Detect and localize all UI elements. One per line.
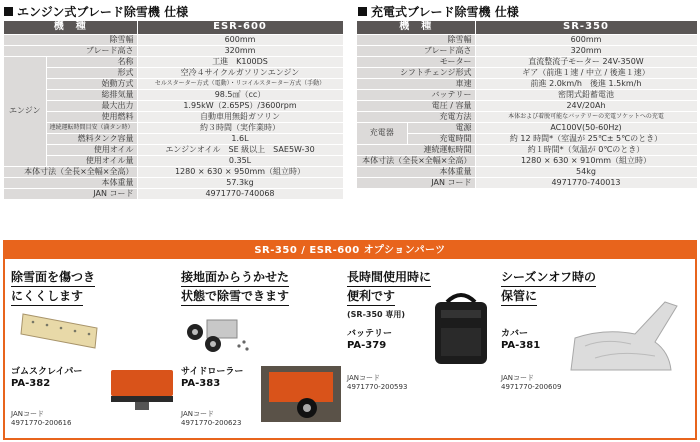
table-row: シフトチェンジ形式 ギア（前進１速 / 中立 / 後進１速） bbox=[357, 67, 697, 78]
table-row: 除雪幅 600mm bbox=[4, 34, 343, 45]
cover-image bbox=[565, 298, 681, 376]
table-header: 機 種 SR-350 bbox=[357, 21, 697, 34]
table-row: JAN コード 4971770-740013 bbox=[357, 177, 697, 188]
table-row: ブレード高さ 320mm bbox=[4, 45, 343, 56]
option-battery: 長時間使用時に 便利です (SR-350 専用) バッテリー PA-379 JANコード 4971770-200593 bbox=[347, 268, 495, 438]
battery-pack-image bbox=[429, 288, 493, 368]
table-row: 使用オイル エンジンオイル SE 級以上 SAE5W-30 bbox=[4, 144, 343, 155]
table-row: 燃料タンク容量 1.6L bbox=[4, 133, 343, 144]
table-row: 本体寸法（全長×全幅×全高） 1280 × 630 × 950mm（組立時） bbox=[4, 166, 343, 177]
table-row: 連続運転時間目安（満タン時） 約３時間（実作業時） bbox=[4, 122, 343, 133]
left-spec-table bbox=[4, 21, 344, 200]
square-bullet-icon bbox=[358, 7, 367, 16]
table-row: 本体重量 57.3kg bbox=[4, 177, 343, 188]
table-row: 車速 前進 2.0km/h 後進 1.5km/h bbox=[357, 78, 697, 89]
table-row: 電圧 / 容量 24V/20Ah bbox=[357, 100, 697, 111]
table-row: 始動方式 セルスターター方式（電動）・リコイルスターター方式（手動） bbox=[4, 78, 343, 89]
options-title: SR-350 / ESR-600 オプションパーツ bbox=[5, 242, 695, 259]
table-row: 除雪幅 600mm bbox=[357, 34, 697, 45]
option-rubber-scraper: 除雪面を傷つき にくくします ゴムスクレイパー PA-382 JANコード 4971770-200616 bbox=[11, 268, 176, 438]
table-row: 充電時間 約 12 時間*（室温が 25℃± 5℃のとき） bbox=[357, 133, 697, 144]
table-row: 形式 空冷４サイクルガソリンエンジン bbox=[4, 67, 343, 78]
table-row: JAN コード 4971770-740068 bbox=[4, 188, 343, 199]
right-spec-table bbox=[357, 21, 698, 189]
engine-group-label: エンジン bbox=[4, 56, 46, 166]
rubber-scraper-image bbox=[19, 308, 99, 354]
table-row: 使用オイル量 0.35L bbox=[4, 155, 343, 166]
table-row: 使用燃料 自動車用無鉛ガソリン bbox=[4, 111, 343, 122]
table-row: 充電方法 本体および着脱可能なバッテリーの充電ソケットへの充電 bbox=[357, 111, 697, 122]
table-row: 最大出力 1.95kW（2.65PS）/3600rpm bbox=[4, 100, 343, 111]
table-row: ブレード高さ 320mm bbox=[357, 45, 697, 56]
roller-installed-image bbox=[261, 366, 341, 422]
left-spec-title: エンジン式ブレード除雪機 仕様 bbox=[4, 3, 188, 20]
options-panel bbox=[3, 240, 697, 440]
charger-group-label: 充電器 bbox=[357, 122, 407, 144]
table-row: バッテリー 密閉式鉛蓄電池 bbox=[357, 89, 697, 100]
table-row: 連続運転時間 約１時間*（気温が 0℃のとき） bbox=[357, 144, 697, 155]
table-row: モーター 直流整流子モーター 24V-350W bbox=[357, 56, 697, 67]
table-row: 充電器 電源 AC100V(50-60Hz) bbox=[357, 122, 697, 133]
table-row: 本体重量 54kg bbox=[357, 166, 697, 177]
table-row: 本体寸法（全長×全幅×全高） 1280 × 630 × 910mm（組立時） bbox=[357, 155, 697, 166]
option-side-roller: 接地面からうかせた 状態で除雪できます サイドローラー PA-383 JANコード 4971770-200623 bbox=[181, 268, 341, 438]
square-bullet-icon bbox=[4, 7, 13, 16]
option-cover: シーズンオフ時の 保管に カバー PA-381 JANコード 4971770-200609 bbox=[501, 268, 691, 438]
table-row: エンジン 名称 工進 K100DS bbox=[4, 56, 343, 67]
table-row: 総排気量 98.5㎤（cc） bbox=[4, 89, 343, 100]
side-roller-image bbox=[183, 314, 251, 354]
right-spec-title: 充電式ブレード除雪機 仕様 bbox=[358, 3, 519, 20]
snowplow-blade-image bbox=[109, 366, 177, 412]
table-header: 機 種 ESR-600 bbox=[4, 21, 343, 34]
